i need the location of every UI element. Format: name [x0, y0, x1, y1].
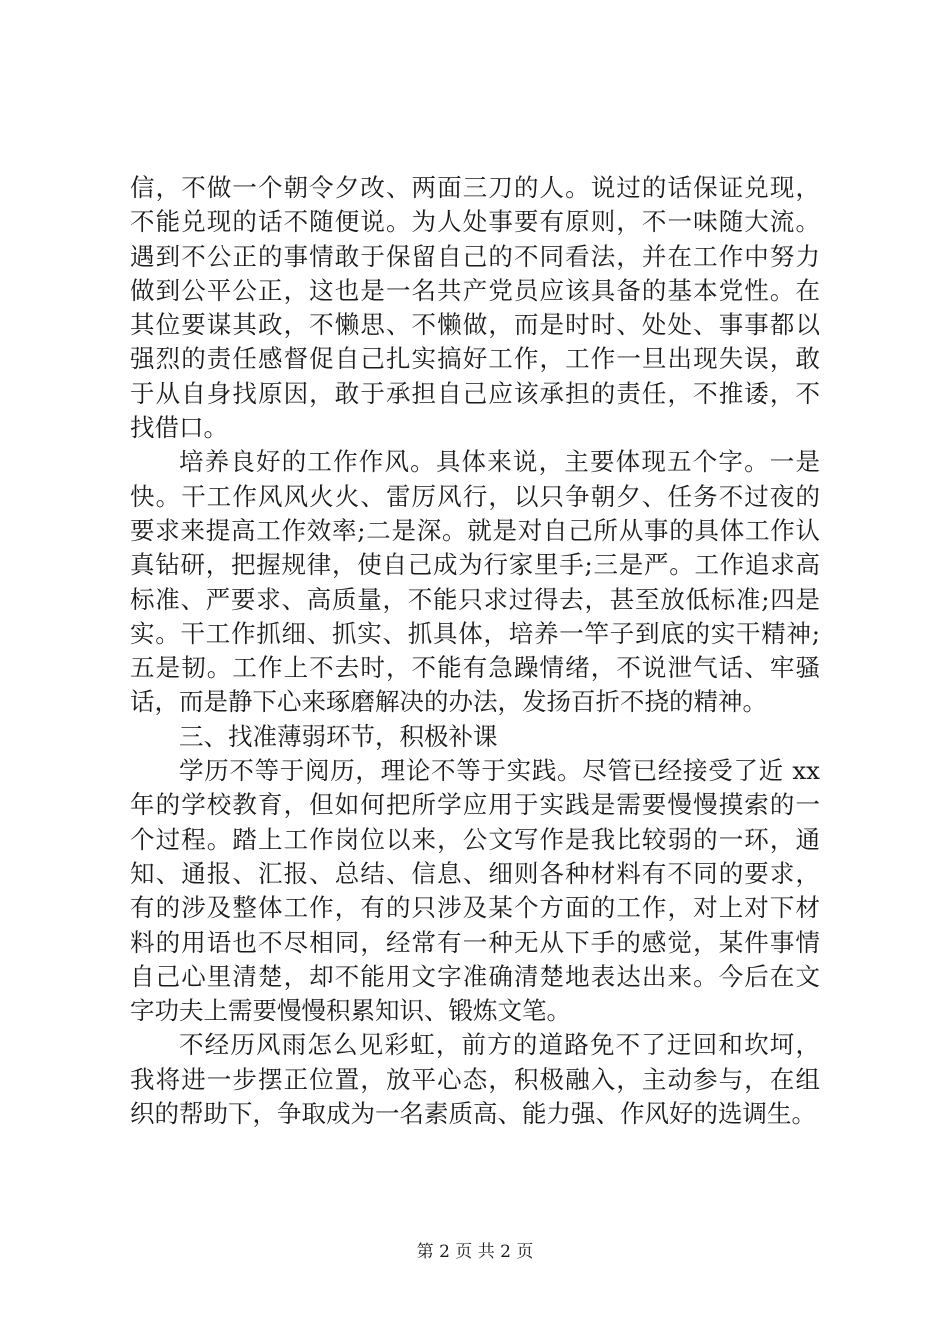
text-line: 真钻研，把握规律，使自己成为行家里手;三是严。工作追求高 [130, 550, 820, 580]
text-line: 学历不等于阅历，理论不等于实践。尽管已经接受了近 xx [179, 756, 820, 786]
text-line: 自己心里清楚，却不能用文字准确清楚地表达出来。今后在文 [130, 961, 820, 991]
text-line: 遇到不公正的事情敢于保留自己的不同看法，并在工作中努力 [130, 241, 820, 271]
text-line: 不能兑现的话不随便说。为人处事要有原则，不一味随大流。 [130, 207, 820, 237]
paragraph-conclusion [130, 1028, 820, 1131]
text-line: 快。干工作风风火火、雷厉风行，以只争朝夕、任务不过夜的 [130, 481, 820, 511]
text-line: 信，不做一个朝令夕改、两面三刀的人。说过的话保证兑现， [130, 173, 820, 202]
text-line: 做到公平公正，这也是一名共产党员应该具备的基本党性。在 [130, 275, 820, 305]
paragraph-integrity [130, 171, 820, 445]
page-number: 第 2 页 共 2 页 [416, 1242, 534, 1262]
section-heading-3 [130, 720, 820, 754]
text-line: 料的用语也不尽相同，经常有一种无从下手的感觉，某件事情 [130, 927, 820, 957]
text-line: 实。干工作抓细、抓实、抓具体，培养一竿子到底的实干精神; [130, 618, 820, 648]
text-line: 三、找准薄弱环节，积极补课 [179, 721, 498, 751]
text-line: 标准、严要求、高质量，不能只求过得去，甚至放低标准;四是 [130, 584, 820, 614]
text-line: 我将进一步摆正位置，放平心态，积极融入，主动参与，在组 [130, 1064, 820, 1094]
document-body [130, 171, 820, 1131]
text-line: 话，而是静下心来琢磨解决的办法，发扬百折不挠的精神。 [130, 687, 767, 717]
text-line: 不经历风雨怎么见彩虹，前方的道路免不了迂回和坎坷， [179, 1030, 820, 1060]
text-line: 个过程。踏上工作岗位以来，公文写作是我比较弱的一环，通 [130, 824, 820, 854]
text-line: 知、通报、汇报、总结、信息、细则各种材料有不同的要求， [130, 858, 820, 888]
text-line: 其位要谋其政，不懒思、不懒做，而是时时、处处、事事都以 [130, 310, 820, 340]
text-line: 字功夫上需要慢慢积累知识、锻炼文笔。 [130, 996, 571, 1026]
text-line: 找借口。 [130, 413, 228, 443]
paragraph-work-style [130, 445, 820, 719]
text-line: 织的帮助下，争取成为一名素质高、能力强、作风好的选调生。 [130, 1099, 816, 1129]
text-line: 年的学校教育，但如何把所学应用于实践是需要慢慢摸索的一 [130, 790, 820, 820]
paragraph-weak-points [130, 754, 820, 1028]
text-line: 强烈的责任感督促自己扎实搞好工作，工作一旦出现失误，敢 [130, 344, 820, 374]
text-line: 于从自身找原因，敢于承担自己应该承担的责任，不推诿，不 [130, 378, 820, 408]
text-line: 有的涉及整体工作，有的只涉及某个方面的工作，对上对下材 [130, 893, 820, 923]
text-line: 要求来提高工作效率;二是深。就是对自己所从事的具体工作认 [130, 515, 820, 545]
text-line: 五是韧。工作上不去时，不能有急躁情绪，不说泄气话、牢骚 [130, 653, 820, 683]
page-footer [0, 1240, 950, 1264]
text-line: 培养良好的工作作风。具体来说，主要体现五个字。一是 [179, 447, 820, 477]
